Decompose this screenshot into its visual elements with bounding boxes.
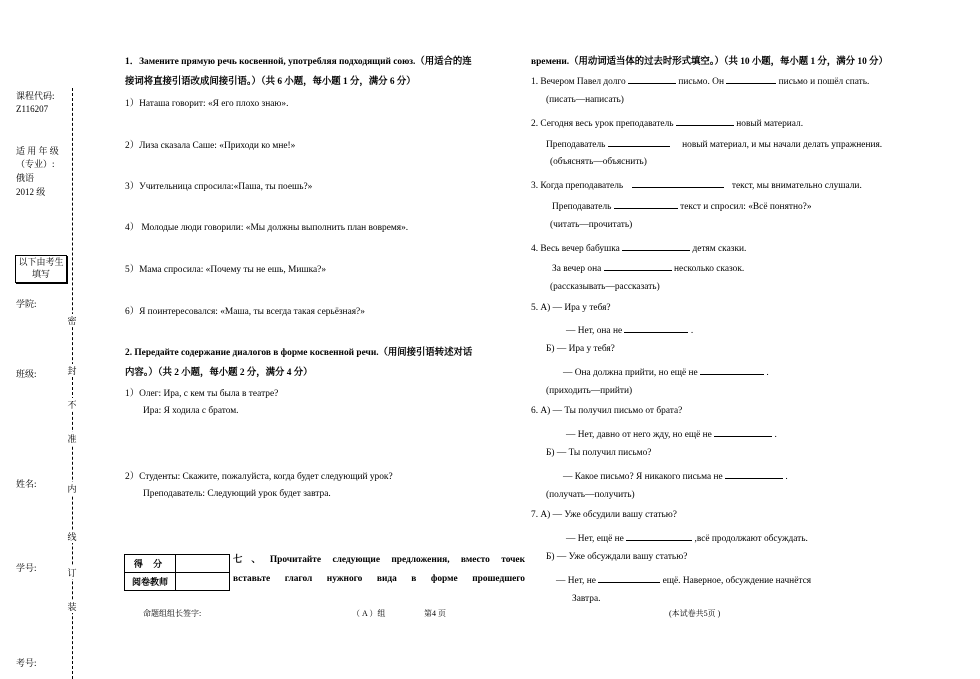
q6-text-d: — Какое письмо? Я никакого письма не [563, 472, 723, 482]
task7-title-line1: 七、Прочитайте следующие предложения, вместо точек [233, 555, 525, 565]
q5-line4: — Она должна прийти, но ещё не . [563, 365, 769, 378]
q4-text-d: несколько сказок. [673, 264, 745, 274]
task1-item: 6）Я поинтересовался: «Маша, ты всегда такая серьёзная?» [125, 307, 365, 317]
q3-text-d: текст и спросил: «Всё понятно?» [680, 202, 812, 212]
student-id-label: 学号: [16, 563, 37, 573]
q7-line2 [566, 531, 808, 544]
score-cell [176, 555, 230, 573]
q2-hint: (объяснять—объяснить) [550, 157, 647, 167]
q3-line1 [531, 178, 862, 191]
binding-line [72, 88, 73, 679]
q7-line4 [556, 573, 811, 586]
footer-total-pages: (本试卷共5页 ) [669, 609, 721, 618]
q3-text-a: 3. Когда преподаватель [531, 181, 624, 191]
q4-blank-1[interactable] [622, 241, 690, 251]
dialog1-line2: Ира: Я ходила с братом. [143, 406, 239, 416]
q6-line3: Б) — Ты получил письмо? [546, 448, 652, 458]
q5-blank-1[interactable] [624, 323, 688, 333]
dialog2-line2: Преподаватель: Следующий урок будет завтра. [143, 489, 331, 499]
task1-item: 1）Наташа говорит: «Я его плохо знаю». [125, 99, 289, 109]
task1-item: 2）Лиза сказала Саше: «Приходи ко мне!» [125, 141, 296, 151]
q6-blank-2[interactable] [725, 469, 783, 479]
name-label: 姓名: [16, 479, 37, 489]
q5-text-b: — Нет, она не [566, 326, 623, 336]
seal-char: 准 [64, 432, 80, 445]
task1-item: 5）Мама спросила: «Почему ты не ешь, Мишка?» [125, 265, 327, 275]
q1-text-a: 1. Вечером Павел долго [531, 77, 626, 87]
q6-hint: (получать—получить) [546, 490, 635, 500]
task1-item: 3）Учительница спросила:«Паша, ты поешь?» [125, 182, 313, 192]
class-label: 班级: [16, 369, 37, 379]
q1-hint: (писать—написать) [546, 95, 624, 105]
footer-signature: 命题组组长签字: [143, 609, 202, 618]
dialog2-line1: 2）Студенты: Скажите, пожалуйста, когда будет следующий урок? [125, 472, 393, 482]
grade-label: 适 用 年 级 [16, 146, 59, 156]
task1-title-line1: 1．Замените прямую речь косвенной, употребляя подходящий союз.（用适合的连 [125, 57, 472, 67]
fill-note-line2: 填写 [31, 269, 50, 279]
q7-text-c: ,всё продолжают обсуждать. [694, 534, 808, 544]
major-value: 俄语 [16, 173, 35, 183]
q5-text-d: — Она должна прийти, но ещё не [563, 368, 698, 378]
q7-blank-1[interactable] [626, 531, 692, 541]
q3-line2 [552, 199, 812, 212]
q4-text-b: детям сказки. [692, 244, 747, 254]
q3-blank-1[interactable] [632, 178, 724, 188]
q4-text-c: За вечер она [552, 264, 602, 274]
seal-char: 密 [64, 314, 80, 327]
q1-blank-2[interactable] [726, 74, 776, 84]
q7-text-e: — Нет, не [556, 576, 596, 586]
q6-blank-1[interactable] [714, 427, 772, 437]
q5-line3: Б) — Ира у тебя? [546, 344, 615, 354]
q6-text-b: — Нет, давно от него жду, но ещё не [566, 430, 712, 440]
q4-text-a: 4. Весь вечер бабушка [531, 244, 620, 254]
grade-label-major: （专业）: [16, 159, 55, 169]
q3-text-b: текст, мы внимательно слушали. [731, 181, 862, 191]
q7-line3: Б) — Уже обсуждали вашу статью? [546, 552, 688, 562]
footer-group: （ A ）组 [352, 609, 386, 618]
q6-line2: — Нет, давно от него жду, но ещё не . [566, 427, 777, 440]
course-code: Z116207 [16, 104, 49, 114]
seal-char: 封 [64, 364, 80, 377]
dialog1-line1: 1）Олег: Ира, с кем ты была в театре? [125, 389, 279, 399]
q1-blank-1[interactable] [628, 74, 676, 84]
q7-line5: Завтра. [572, 594, 601, 604]
exam-no-label: 考号: [16, 658, 37, 668]
q7-blank-2[interactable] [598, 573, 660, 583]
course-code-label: 课程代码: [16, 91, 55, 101]
seal-char: 线 [64, 530, 80, 543]
q6-line1: 6. А) — Ты получил письмо от брата? [531, 406, 683, 416]
fill-note-line1: 以下由考生 [18, 257, 64, 267]
seal-char: 订 [64, 566, 80, 579]
q5-blank-2[interactable] [700, 365, 764, 375]
q2-blank-1[interactable] [676, 116, 734, 126]
student-fill-note [15, 255, 67, 283]
q3-blank-2[interactable] [614, 199, 678, 209]
q1-line [531, 74, 869, 87]
q2-blank-2[interactable] [608, 137, 670, 147]
year-value: 2012 级 [16, 187, 46, 197]
q2-line2 [546, 137, 882, 150]
seal-char: 装 [64, 600, 80, 613]
q5-line1: 5. А) — Ира у тебя? [531, 303, 611, 313]
q4-line1 [531, 241, 746, 254]
q2-text-c: Преподаватель [546, 140, 606, 150]
q1-text-c: письмо и пошёл спать. [778, 77, 870, 87]
college-label: 学院: [16, 299, 37, 309]
q6-line4: — Какое письмо? Я никакого письма не . [563, 469, 788, 482]
q2-line1 [531, 116, 803, 129]
task1-title-line2: 接词将直接引语改成间接引语。）（共 6 小题，每小题 1 分，满分 6 分） [125, 77, 416, 87]
q3-text-c: Преподаватель [552, 202, 612, 212]
q2-text-d: новый материал, и мы начали делать упражнения. [682, 140, 883, 150]
task2-title-line1: 2. Передайте содержание диалогов в форме косвенной речи.（用间接引语转述对话 [125, 348, 473, 358]
grader-cell [176, 573, 230, 591]
q5-hint: (приходить—прийти) [546, 386, 633, 396]
grader-label: 阅卷教师 [125, 573, 176, 591]
q5-line2: — Нет, она не . [566, 323, 693, 336]
score-label: 得 分 [125, 555, 176, 573]
q2-text-a: 2. Сегодня весь урок преподаватель [531, 119, 674, 129]
q3-hint: (читать—прочитать) [550, 220, 633, 230]
seal-char: 内 [64, 482, 80, 495]
q1-text-b: письмо. Он [678, 77, 724, 87]
q4-line2 [552, 261, 744, 274]
q4-blank-2[interactable] [604, 261, 672, 271]
q7-text-f: ещё. Наверное, обсуждение начнётся [662, 576, 812, 586]
task1-item: 4） Молодые люди говорили: «Мы должны выполнить план вовремя». [125, 223, 409, 233]
seal-char: 不 [64, 398, 80, 411]
task7-title-line3: времени.（用动词适当体的过去时形式填空。）（共 10 小题，每小题 1 分，满分 10 分） [531, 57, 888, 67]
q7-line1: 7. А) — Уже обсудили вашу статью? [531, 510, 677, 520]
q2-text-b: новый материал. [736, 119, 804, 129]
task2-title-line2: 内容。）（共 2 小题，每小题 2 分，满分 4 分） [125, 368, 313, 378]
footer-page: 第4 页 [424, 609, 446, 618]
q4-hint: (рассказывать—рассказать) [550, 282, 660, 292]
task7-title-line2: вставьте глагол нужного вида в форме прошедшего [233, 574, 525, 584]
score-table [124, 554, 230, 591]
q7-text-b: — Нет, ещё не [566, 534, 624, 544]
